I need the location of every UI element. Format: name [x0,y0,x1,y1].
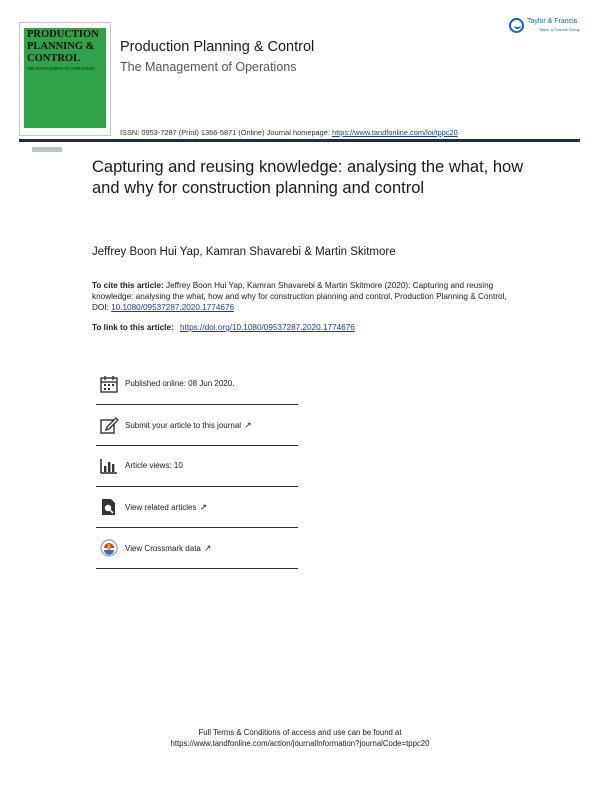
submit-article-text: Submit your article to this journal [125,421,242,430]
journal-cover [19,22,111,136]
article-title: Capturing and reusing knowledge: analysing the what, how and why for construction planning and control [92,158,524,197]
external-link-icon: ↗ [199,502,207,512]
related-articles-text: View related articles [125,503,197,512]
publisher-logo-icon [509,18,524,33]
article-link-line [92,323,355,332]
article-doi-link[interactable]: https://doi.org/10.1080/09537287.2020.1774676 [180,323,355,332]
link-label: To link to this article: [92,323,174,332]
article-authors: Jeffrey Boon Hui Yap, Kamran Shavarebi & Martin Skitmore [92,246,396,258]
cover-footer-mark [32,147,62,152]
terms-url[interactable]: https://www.tandfonline.com/action/journalInformation?journalCode=tppc20 [170,739,430,748]
cover-title-line-1: PRODUCTION [27,29,99,40]
crossmark-label[interactable] [125,543,211,554]
terms-footer [0,727,600,749]
external-link-icon: ↗ [203,543,212,553]
article-views-label: Article views: 10 [125,461,183,470]
journal-subtitle: The Management of Operations [120,60,297,74]
issn-text: ISSN: 0953-7287 (Print) 1366-5871 (Online) Journal homepage: [120,128,330,137]
header-divider [19,139,580,142]
publisher-logo-sub: Taylor & Francis Group [539,27,580,32]
terms-line: Full Terms & Conditions of access and use can be found at [198,728,402,737]
cite-text: Jeffrey Boon Hui Yap, Kamran Shavarebi & Martin Skitmore (2020): Capturing and reusing knowledge: analysing the what, how and why for construction planning and control, Production Planning & Control, DOI: [92,281,507,312]
citation-block [92,280,522,313]
crossmark-icon [99,538,119,558]
cover-subtitle: THE MANAGEMENT OF OPERATIONS [27,67,95,71]
submit-article-label[interactable] [125,420,252,431]
submit-article-row[interactable] [96,405,298,446]
related-articles-label[interactable] [125,502,207,513]
publisher-logo[interactable] [509,16,585,38]
published-online-row [96,364,298,405]
related-articles-row[interactable] [96,487,298,528]
external-link-icon: ↗ [244,420,252,430]
document-search-icon [99,497,119,517]
cover-title [27,29,107,65]
cite-doi-link[interactable]: 10.1080/09537287.2020.1774676 [111,303,235,312]
issn-line [120,128,458,137]
journal-homepage-link[interactable]: https://www.tandfonline.com/loi/tppc20 [332,128,458,137]
published-online-label: Published online: 08 Jun 2020. [125,379,235,388]
calendar-icon [99,374,119,394]
journal-title: Production Planning & Control [120,39,315,55]
cover-title-line-3: CONTROL [27,53,81,64]
edit-icon [99,415,119,435]
publisher-logo-name: Taylor & Francis [527,18,578,25]
bar-chart-icon [99,456,119,476]
article-views-row [96,446,298,487]
cite-label: To cite this article: [92,281,164,290]
crossmark-text: View Crossmark data [125,544,201,553]
crossmark-row[interactable] [96,528,298,569]
cover-title-line-2: PLANNING & [27,41,95,52]
